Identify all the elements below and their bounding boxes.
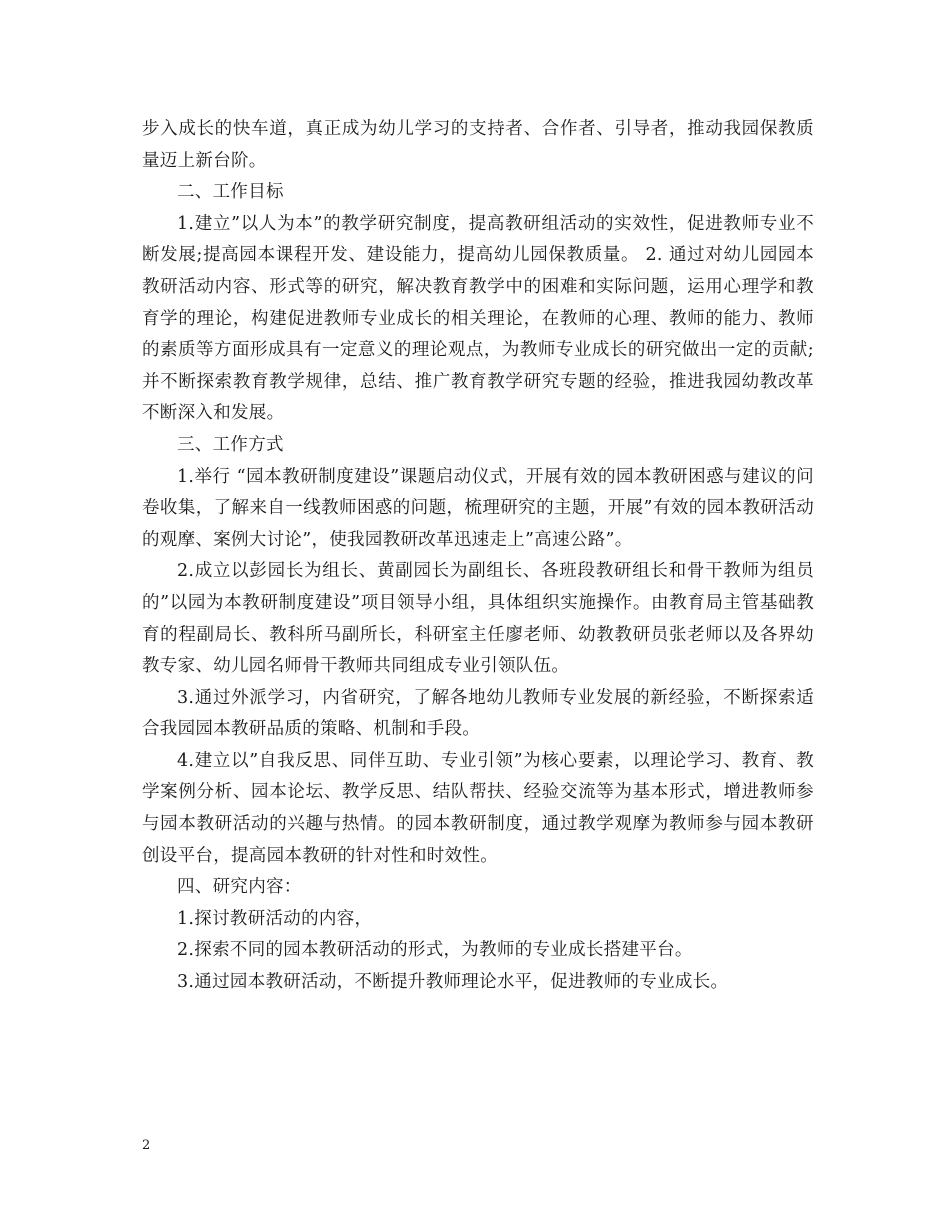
page-number: 2 [142,1138,151,1153]
paragraph-work-goals: 1.建立”以人为本”的教学研究制度，提高教研组活动的实效性，促进教师专业不断发展;提高园本课程开发、建设能力，提高幼儿园保教质量。 2. 通过对幼儿园园本教研活动内容、形式等的研究，解决教育教学中的困难和实际问题，运用心理学和教育学的理论，构建促进教师专业成长的相关理论，在教师的心理、教师的能力、教师的素质等方面形成具有一定意义的理论观点，为教师专业成长的研究做出一定的贡献;并不断探索教育教学规律，总结、推广教育教学研究专题的经验，推进我园幼教改革不断深入和发展。 [142,213,814,424]
paragraph-method-4: 4.建立以”自我反思、同伴互助、专业引领”为核心要素，以理论学习、教育、教学案例分析、园本论坛、教学反思、结队帮扶、经验交流等为基本形式，增进教师参与园本教研活动的兴趣与热情。的园本教研制度，通过教学观摩为教师参与园本教研创设平台，提高园本教研的针对性和时效性。 [142,750,814,866]
section-heading-work-methods: 三、工作方式 [177,434,284,455]
paragraph-intro-continuation: 步入成长的快车道，真正成为幼儿学习的支持者、合作者、引导者，推动我园保教质量迈上新台阶。 [142,119,814,171]
paragraph-research-1: 1.探讨教研活动的内容， [177,908,373,929]
paragraph-method-3: 3.通过外派学习，内省研究，了解各地幼儿教师专业发展的新经验，不断探索适合我园园本教研品质的策略、机制和手段。 [142,687,814,740]
section-heading-research-content: 四、研究内容： [177,877,302,898]
paragraph-research-3: 3.通过园本教研活动，不断提升教师理论水平，促进教师的专业成长。 [177,972,729,993]
paragraph-method-2: 2.成立以彭园长为组长、黄副园长为副组长、各班段教研组长和骨干教师为组员的”以园为本教研制度建设”项目领导小组，具体组织实施操作。由教育局主管基础教育的程副局长、教科所马副所长，科研室主任廖老师、幼教教研员张老师以及各界幼教专家、幼儿园名师骨干教师共同组成专业引领队伍。 [142,561,814,677]
document-body [142,114,814,999]
paragraph-research-2: 2.探索不同的园本教研活动的形式，为教师的专业成长搭建平台。 [177,940,693,961]
paragraph-method-1: 1.举行 “园本教研制度建设”课题启动仪式，开展有效的园本教研困惑与建议的问卷收集，了解来自一线教师困惑的问题，梳理研究的主题，开展”有效的园本教研活动的观摩、案例大讨论”，使我园教研改革迅速走上”高速公路”。 [142,466,814,550]
section-heading-work-goals: 二、工作目标 [177,182,284,203]
